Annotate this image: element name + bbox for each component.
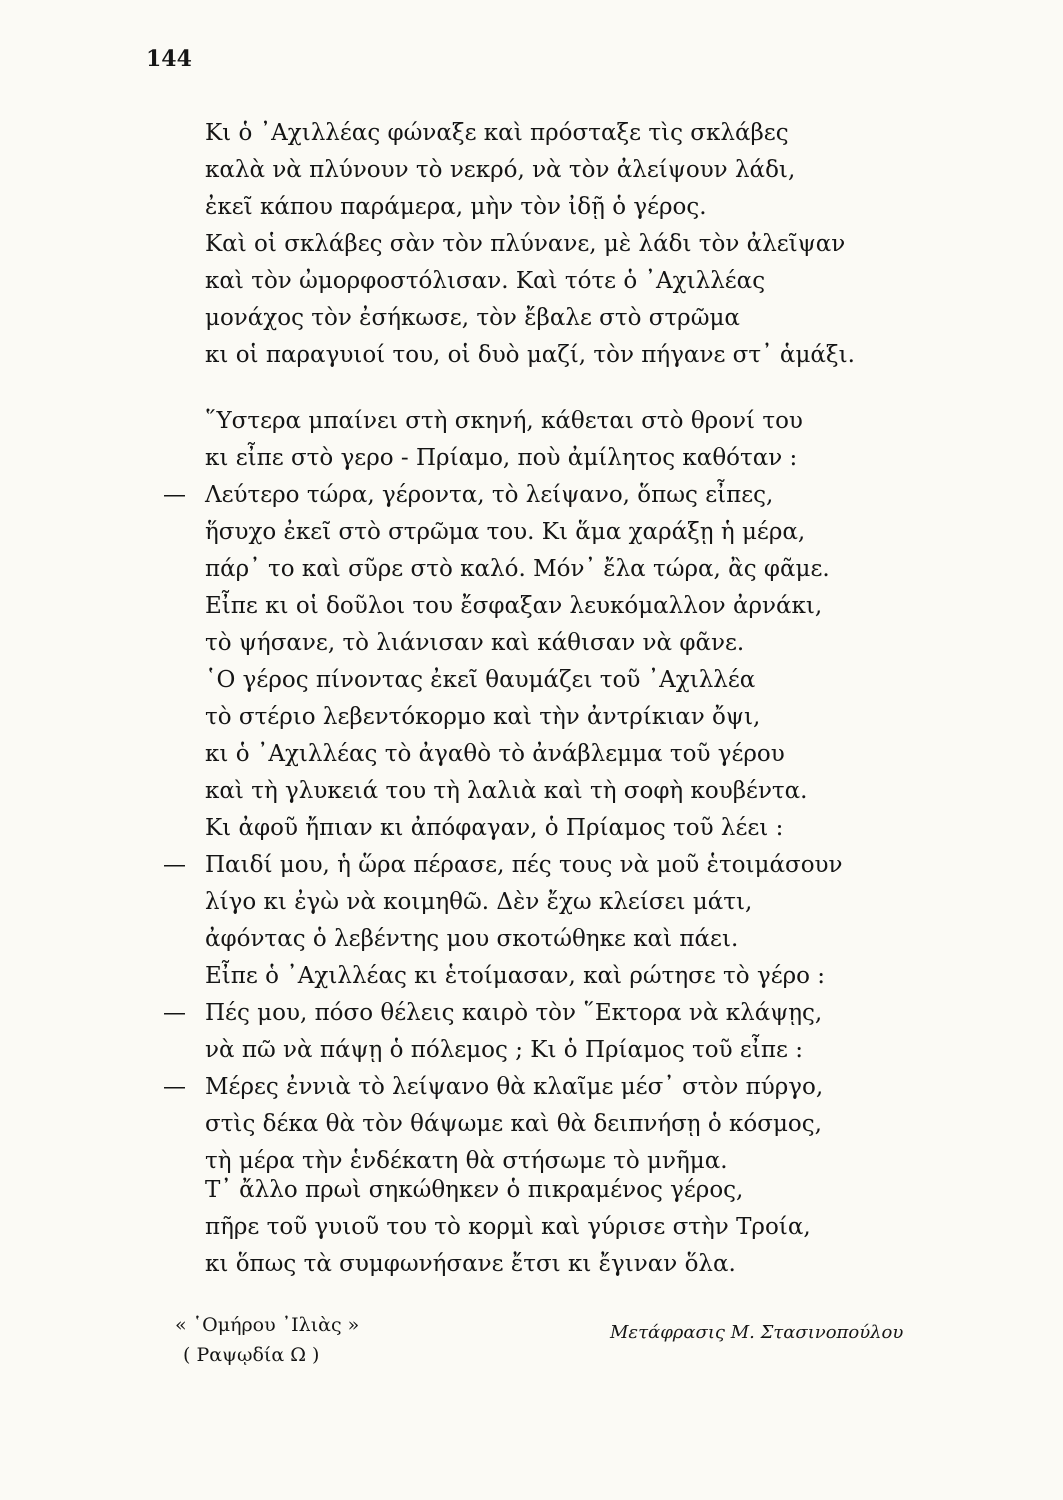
poem-line [205,403,843,440]
poem-line [205,1172,811,1209]
poem-line-text: Καὶ οἱ σκλάβες σὰν τὸν πλύνανε, μὲ λάδι τὸν ἀλεῖψαν [205,231,846,257]
poem-line [163,1069,843,1106]
poem-line-text: Εἶπε ὁ ᾿Αχιλλέας κι ἑτοίμασαν, καὶ ρώτησε τὸ γέρο : [205,963,826,989]
stanza [205,115,855,374]
dialogue-dash: — [163,1000,186,1026]
poem-line-text: Μέρες ἐννιὰ τὸ λείψανο θὰ κλαῖμε μέσ᾿ στὸν πύργο, [205,1074,824,1100]
poem-line [205,736,843,773]
poem-line [205,662,843,699]
poem-line-text: πῆρε τοῦ γυιοῦ του τὸ κορμὶ καὶ γύρισε στὴν Τροία, [205,1214,811,1240]
poem-line-text: κι ὅπως τὰ συμφωνήσανε ἔτσι κι ἔγιναν ὅλα. [205,1251,736,1277]
poem-line [205,773,843,810]
poem-line [205,226,855,263]
poem-line [205,514,843,551]
poem-line-text: λίγο κι ἐγὼ νὰ κοιμηθῶ. Δὲν ἔχω κλείσει μάτι, [205,889,753,915]
poem-line [205,625,843,662]
poem-line-text: Λεύτερο τώρα, γέροντα, τὸ λείψανο, ὅπως εἶπες, [205,482,774,508]
poem-line [205,440,843,477]
stanza [163,403,843,1180]
poem-line-text: Τ᾿ ἄλλο πρωὶ σηκώθηκεν ὁ πικραμένος γέρος, [205,1177,744,1203]
dialogue-dash: — [163,1074,186,1100]
poem-line-text: στὶς δέκα θὰ τὸν θάψωμε καὶ θὰ δειπνήσῃ ὁ κόσμος, [205,1111,822,1137]
poem-line [205,810,843,847]
poem-line-text: ἐκεῖ κάπου παράμερα, μὴν τὸν ἰδῇ ὁ γέρος. [205,194,707,220]
poem-line [163,477,843,514]
poem-line [163,995,843,1032]
dialogue-dash: — [163,482,186,508]
poem-line [163,847,843,884]
poem-line-text: Κι ὁ ᾿Αχιλλέας φώναξε καὶ πρόσταξε τὶς σκλάβες [205,120,789,146]
poem-line [205,115,855,152]
poem-line-text: τὸ στέριο λεβεντόκορμο καὶ τὴν ἀντρίκιαν ὄψι, [205,704,761,730]
poem-line [205,263,855,300]
poem-line [205,189,855,226]
poem-line-text: ἥσυχο ἐκεῖ στὸ στρῶμα του. Κι ἅμα χαράξῃ ἡ μέρα, [205,519,806,545]
poem-line-text: ῞Υστερα μπαίνει στὴ σκηνή, κάθεται στὸ θρονί του [205,408,803,434]
source-title: « ῾Ομήρου ᾿Ιλιὰς » [175,1314,360,1336]
poem-line [205,1106,843,1143]
poem-line-text: κι ὁ ᾿Αχιλλέας τὸ ἀγαθὸ τὸ ἀνάβλεμμα τοῦ γέρου [205,741,785,767]
source-citation [175,1310,359,1370]
page-number: 144 [146,46,192,72]
poem-line-text: μονάχος τὸν ἐσήκωσε, τὸν ἔβαλε στὸ στρῶμα [205,305,740,331]
poem-line-text: καὶ τὸν ὠμορφοστόλισαν. Καὶ τότε ὁ ᾿Αχιλλέας [205,268,766,294]
poem-line [205,1246,811,1283]
poem-line-text: ῾Ο γέρος πίνοντας ἐκεῖ θαυμάζει τοῦ ᾿Αχιλλέα [205,667,756,693]
poem-line [205,1209,811,1246]
poem-line-text: καὶ τὴ γλυκειά του τὴ λαλιὰ καὶ τὴ σοφὴ κουβέντα. [205,778,808,804]
poem-line-text: τὴ μέρα τὴν ἑνδέκατη θὰ στήσωμε τὸ μνῆμα. [205,1148,728,1174]
poem-line [205,152,855,189]
poem-line-text: κι οἱ παραγυιοί του, οἱ δυὸ μαζί, τὸν πήγανε στ᾿ ἁμάξι. [205,342,855,368]
poem-line-text: τὸ ψήσανε, τὸ λιάνισαν καὶ κάθισαν νὰ φᾶνε. [205,630,745,656]
poem-line-text: κι εἶπε στὸ γερο - Πρίαμο, ποὺ ἀμίλητος καθόταν : [205,445,798,471]
poem-line [205,884,843,921]
poem-line [205,588,843,625]
poem-line-text: πάρ᾿ το καὶ σῦρε στὸ καλό. Μόν᾿ ἔλα τώρα, ἂς φᾶμε. [205,556,830,582]
stanza [205,1172,811,1283]
poem-line-text: Κι ἀφοῦ ἤπιαν κι ἀπόφαγαν, ὁ Πρίαμος τοῦ λέει : [205,815,784,841]
poem-line-text: νὰ πῶ νὰ πάψῃ ὁ πόλεμος ; Κι ὁ Πρίαμος τοῦ εἶπε : [205,1037,803,1063]
poem-line-text: καλὰ νὰ πλύνουν τὸ νεκρό, νὰ τὸν ἀλείψουν λάδι, [205,157,796,183]
poem-line-text: ἀφόντας ὁ λεβέντης μου σκοτώθηκε καὶ πάει. [205,926,739,952]
dialogue-dash: — [163,852,186,878]
poem-line [205,300,855,337]
translator-credit: Μετάφρασις Μ. Στασινοπούλου [610,1322,904,1343]
poem-line-text: Παιδί μου, ἡ ὥρα πέρασε, πές τους νὰ μοῦ ἑτοιμάσουν [205,852,843,878]
poem-line [205,337,855,374]
poem-line [205,958,843,995]
poem-line-text: Πές μου, πόσο θέλεις καιρὸ τὸν ῞Εκτορα νὰ κλάψῃς, [205,1000,823,1026]
poem-line [205,699,843,736]
source-rhapsody: ( Ραψῳδία Ω ) [183,1344,320,1366]
poem-line [205,1032,843,1069]
poem-line [205,551,843,588]
poem-line [205,921,843,958]
poem-line-text: Εἶπε κι οἱ δοῦλοι του ἔσφαξαν λευκόμαλλον ἀρνάκι, [205,593,823,619]
